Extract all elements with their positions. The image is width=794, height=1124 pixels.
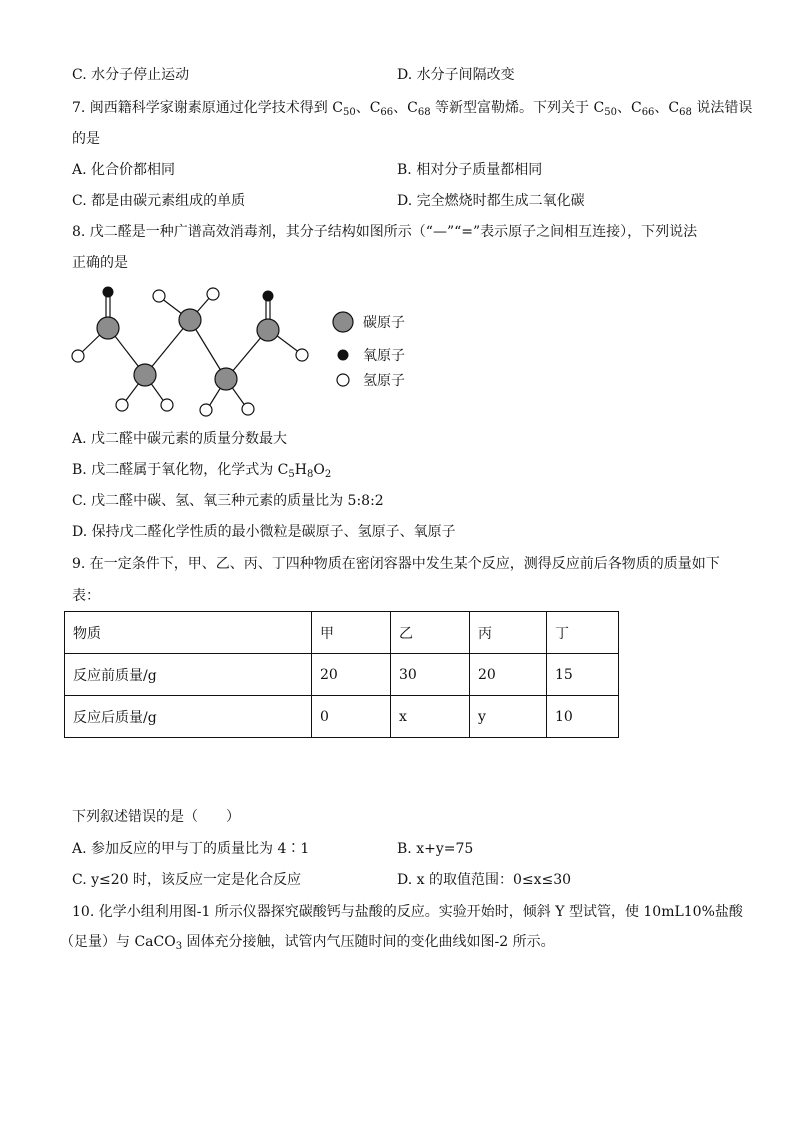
table-header-cell: 丁 <box>547 612 619 654</box>
carbon-atom <box>257 319 279 341</box>
table-cell: 20 <box>470 654 547 696</box>
q9-question: 下列叙述错误的是（ ） <box>72 809 240 825</box>
hydrogen-atom <box>200 404 212 416</box>
carbon-atom <box>134 364 156 386</box>
legend-oxygen-label: 氧原子 <box>363 348 405 364</box>
q9-option-a: A. 参加反应的甲与丁的质量比为 4∶1 <box>72 841 310 857</box>
hydrogen-atom <box>161 399 173 411</box>
oxygen-atom <box>263 291 273 301</box>
legend-oxygen-icon <box>338 350 348 360</box>
legend-carbon-icon <box>333 312 353 332</box>
oxygen-atom <box>103 287 113 297</box>
table-header-cell: 丙 <box>470 612 547 654</box>
q8-option-c: C. 戊二醛中碳、氢、氧三种元素的质量比为 5:8:2 <box>72 493 384 509</box>
table-cell: 20 <box>312 654 391 696</box>
q9-mass-table <box>64 611 619 738</box>
molecule-legend <box>333 312 405 389</box>
glutaraldehyde-molecule-diagram <box>60 282 420 422</box>
hydrogen-atom <box>116 399 128 411</box>
q8-option-a: A. 戊二醛中碳元素的质量分数最大 <box>72 431 288 447</box>
q8-option-d: D. 保持戊二醛化学性质的最小微粒是碳原子、氢原子、氧原子 <box>72 524 456 540</box>
table-header-cell: 甲 <box>312 612 391 654</box>
table-cell: y <box>470 696 547 738</box>
carbon-atom <box>179 309 201 331</box>
table-cell: 0 <box>312 696 391 738</box>
table-row <box>65 696 619 738</box>
legend-hydrogen-icon <box>337 374 349 386</box>
hydrogen-atom <box>72 350 84 362</box>
q9-stem-line2: 表： <box>72 588 100 604</box>
table-cell: 30 <box>391 654 470 696</box>
q7-option-d: D. 完全燃烧时都生成二氧化碳 <box>397 193 585 209</box>
table-cell: 15 <box>547 654 619 696</box>
q7-option-b: B. 相对分子质量都相同 <box>397 162 543 178</box>
carbon-atom <box>97 317 119 339</box>
q6-option-d: D. 水分子间隔改变 <box>397 67 515 83</box>
table-cell: 反应前质量/g <box>65 654 312 696</box>
carbon-atom <box>215 368 237 390</box>
table-cell: 10 <box>547 696 619 738</box>
hydrogen-atom <box>207 288 219 300</box>
q6-option-c: C. 水分子停止运动 <box>72 67 190 83</box>
q8-option-b: B. 戊二醛属于氧化物，化学式为 $C_5H_8O_2$ <box>72 462 332 480</box>
q10-stem-line2: （足量）与 CaCO$_3$ 固体充分接触，试管内气压随时间的变化曲线如图-2 所示。 <box>60 934 555 952</box>
q7-stem-line2: 的是 <box>72 131 100 147</box>
table-cell: x <box>391 696 470 738</box>
q7-stem: 7. 闽西籍科学家谢素原通过化学技术得到 $C_{50}$、$C_{66}$、$C_{68}$ 等新型富勒烯。下列关于 $C_{50}$、$C_{66}$、$C_{68}$ 说法错误 <box>72 100 753 118</box>
q8-stem-line2: 正确的是 <box>72 255 128 271</box>
q8-stem: 8. 戊二醛是一种广谱高效消毒剂，其分子结构如图所示（“—”“=”表示原子之间相互连接），下列说法 <box>72 224 698 240</box>
table-cell: 反应后质量/g <box>65 696 312 738</box>
q9-option-b: B. x+y=75 <box>397 841 474 857</box>
q9-option-c: C. y≤20 时，该反应一定是化合反应 <box>72 872 302 888</box>
q7-option-a: A. 化合价都相同 <box>72 162 176 178</box>
q7-option-c: C. 都是由碳元素组成的单质 <box>72 193 246 209</box>
table-header-cell: 乙 <box>391 612 470 654</box>
table-header-row <box>65 612 619 654</box>
q9-option-d: D. x 的取值范围：0≤x≤30 <box>397 872 572 888</box>
table-header-cell: 物质 <box>65 612 312 654</box>
table-row <box>65 654 619 696</box>
legend-hydrogen-label: 氢原子 <box>363 373 405 389</box>
hydrogen-atom <box>242 403 254 415</box>
hydrogen-atom <box>296 349 308 361</box>
hydrogen-atom <box>153 290 165 302</box>
legend-carbon-label: 碳原子 <box>363 315 405 331</box>
q10-stem: 10. 化学小组利用图-1 所示仪器探究碳酸钙与盐酸的反应。实验开始时，倾斜 Y 型试管，使 10mL10%盐酸 <box>72 904 743 920</box>
q9-stem: 9. 在一定条件下，甲、乙、丙、丁四种物质在密闭容器中发生某个反应，测得反应前后各物质的质量如下 <box>72 556 720 572</box>
